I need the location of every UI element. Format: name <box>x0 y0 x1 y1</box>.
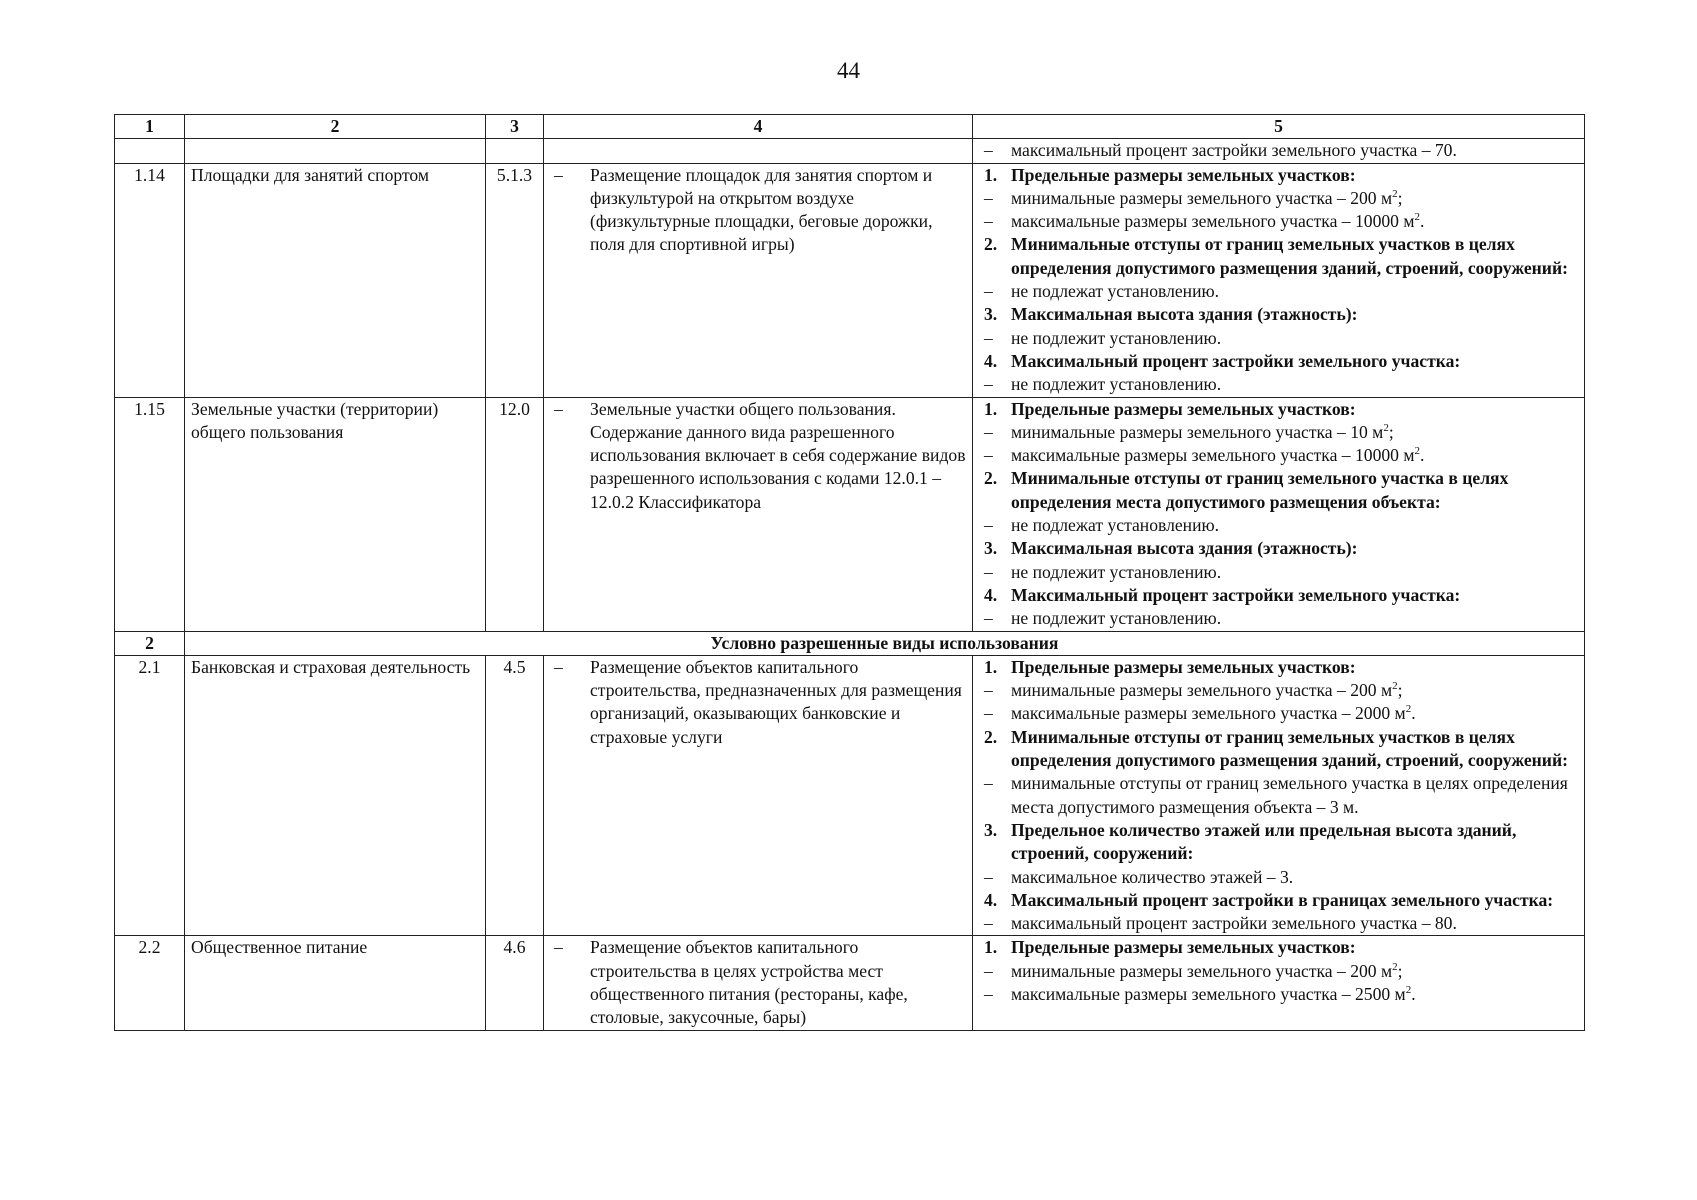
param-marker: – <box>984 515 993 536</box>
param-marker: – <box>984 561 993 582</box>
cell-description <box>544 397 973 631</box>
cell-code: 4.6 <box>486 936 544 1030</box>
param-marker: 1. <box>984 164 998 185</box>
param-text: не подлежат установлению. <box>1011 515 1220 536</box>
param-marker: – <box>984 140 993 161</box>
param-marker: 2. <box>984 468 998 489</box>
param-line <box>979 772 1578 819</box>
cell-description <box>544 936 973 1030</box>
param-line <box>979 866 1578 889</box>
description-text: Размещение объектов капитального строительства, предназначенных для размещения организаций, оказывающих банковские и страховые услуги <box>590 656 962 747</box>
table-row <box>115 936 1585 1030</box>
param-text: не подлежит установлению. <box>1011 374 1222 395</box>
continuation-row <box>115 139 1585 163</box>
param-heading <box>979 303 1578 326</box>
param-text: максимальный процент застройки земельного участка – 70. <box>1011 140 1457 161</box>
param-heading <box>979 350 1578 373</box>
param-text: максимальные размеры земельного участка – 2000 м <box>1011 703 1406 724</box>
param-text: минимальные размеры земельного участка – 200 м <box>1011 187 1393 208</box>
param-marker: 2. <box>984 726 998 747</box>
param-text: Предельные размеры земельных участков: <box>1011 937 1356 958</box>
param-heading <box>979 656 1578 679</box>
param-text: Предельное количество этажей или предельная высота зданий, строений, сооружений: <box>1011 819 1517 864</box>
param-line <box>979 983 1578 1006</box>
param-superscript: 2 <box>1392 960 1398 973</box>
section-row <box>115 631 1585 655</box>
param-text: не подлежит установлению. <box>1011 327 1222 348</box>
param-text: Максимальный процент застройки в границах земельного участка: <box>1011 889 1554 910</box>
param-heading <box>979 398 1578 421</box>
param-marker: 2. <box>984 234 998 255</box>
param-superscript: 2 <box>1405 703 1412 716</box>
param-line <box>979 280 1578 303</box>
param-text: Минимальные отступы от границ земельного участка в целях определения места допустимого размещения объекта: <box>1011 468 1509 512</box>
param-text: Максимальный процент застройки земельного участка: <box>1011 350 1461 371</box>
table-body <box>115 115 1585 1031</box>
param-text: не подлежит установлению. <box>1011 561 1222 582</box>
param-marker: – <box>984 773 993 794</box>
param-marker: – <box>984 281 993 302</box>
param-marker: 4. <box>984 584 998 605</box>
cell-num: 2.1 <box>115 655 185 936</box>
cell-num: 1.14 <box>115 163 185 397</box>
description-marker: – <box>554 398 563 419</box>
description-text: Земельные участки общего пользования. Содержание данного вида разрешенного использования включает в себя содержание видов разрешенного использования с кодами 12.0.1 – 12.0.2 Классификатора <box>590 398 966 512</box>
param-line <box>979 444 1578 467</box>
cell-description <box>544 139 973 163</box>
param-text: максимальный процент застройки земельного участка – 80. <box>1011 913 1457 934</box>
param-marker: – <box>984 866 993 887</box>
param-line <box>979 327 1578 350</box>
cell-code: 5.1.3 <box>486 163 544 397</box>
description-marker: – <box>554 164 563 185</box>
param-text: не подлежит установлению. <box>1011 608 1222 629</box>
page-number: 44 <box>837 58 860 83</box>
param-superscript: 2 <box>1392 187 1398 200</box>
param-text: Предельные размеры земельных участков: <box>1011 164 1356 185</box>
param-marker: 3. <box>984 819 998 840</box>
param-marker: 3. <box>984 538 998 559</box>
param-tail: ; <box>1397 187 1403 208</box>
param-text: минимальные отступы от границ земельного участка в целях определения места допустимого размещения объекта – 3 м. <box>1011 773 1568 817</box>
param-line <box>979 607 1578 630</box>
param-line <box>979 514 1578 537</box>
param-heading <box>979 467 1578 514</box>
table-row <box>115 655 1585 936</box>
param-marker: – <box>984 445 993 466</box>
cell-name: Земельные участки (территории) общего пользования <box>185 397 486 631</box>
param-text: Предельные размеры земельных участков: <box>1011 656 1356 677</box>
cell-params <box>973 936 1585 1030</box>
table-row <box>115 163 1585 397</box>
param-marker: – <box>984 211 993 232</box>
description-marker: – <box>554 937 563 958</box>
param-marker: – <box>984 960 993 981</box>
param-text: максимальные размеры земельного участка – 2500 м <box>1011 983 1406 1004</box>
param-tail: . <box>1411 703 1416 724</box>
param-line <box>979 187 1578 210</box>
param-heading <box>979 936 1578 959</box>
param-tail: ; <box>1397 960 1403 981</box>
description-marker: – <box>554 656 563 677</box>
cell-name: Банковская и страховая деятельность <box>185 655 486 936</box>
param-line <box>979 561 1578 584</box>
param-superscript: 2 <box>1414 211 1420 224</box>
cell-params <box>973 397 1585 631</box>
param-superscript: 2 <box>1383 421 1389 434</box>
param-heading <box>979 819 1578 866</box>
cell-name <box>185 139 486 163</box>
param-line <box>979 912 1578 935</box>
cell-code: 4.5 <box>486 655 544 936</box>
table-row <box>115 397 1585 631</box>
param-marker: – <box>984 374 993 395</box>
param-tail: ; <box>1388 421 1394 442</box>
param-line <box>979 702 1578 725</box>
param-text: не подлежат установлению. <box>1011 281 1220 302</box>
param-superscript: 2 <box>1414 445 1420 458</box>
param-tail: . <box>1411 983 1416 1004</box>
header-col-3: 3 <box>486 115 544 139</box>
param-marker: – <box>984 187 993 208</box>
cell-name: Площадки для занятий спортом <box>185 163 486 397</box>
cell-description <box>544 163 973 397</box>
header-col-1: 1 <box>115 115 185 139</box>
section-title: Условно разрешенные виды использования <box>185 631 1585 655</box>
cell-params <box>973 139 1585 163</box>
param-heading <box>979 726 1578 773</box>
cell-params <box>973 655 1585 936</box>
header-col-2: 2 <box>185 115 486 139</box>
param-text: Предельные размеры земельных участков: <box>1011 398 1356 419</box>
param-heading <box>979 233 1578 280</box>
cell-code <box>486 139 544 163</box>
param-line <box>979 421 1578 444</box>
param-marker: 1. <box>984 937 998 958</box>
param-text: Минимальные отступы от границ земельных участков в целях определения допустимого размещения зданий, строений, сооружений: <box>1011 726 1568 771</box>
param-text: максимальные размеры земельного участка – 10000 м <box>1011 211 1415 232</box>
description-block <box>550 164 966 257</box>
param-text: максимальные размеры земельного участка – 10000 м <box>1011 445 1415 466</box>
cell-name: Общественное питание <box>185 936 486 1030</box>
param-superscript: 2 <box>1405 983 1412 996</box>
param-heading <box>979 584 1578 607</box>
header-col-4: 4 <box>544 115 973 139</box>
param-marker: – <box>984 913 993 934</box>
description-block <box>550 656 966 749</box>
param-marker: 4. <box>984 350 998 371</box>
param-text: минимальные размеры земельного участка – 200 м <box>1011 680 1393 701</box>
param-text: Максимальный процент застройки земельного участка: <box>1011 584 1461 605</box>
description-text: Размещение площадок для занятия спортом и физкультурой на открытом воздухе (физкультурные площадки, беговые дорожки, поля для спортивной игры) <box>590 164 933 255</box>
param-marker: 4. <box>984 889 998 910</box>
header-col-5: 5 <box>973 115 1585 139</box>
param-text: минимальные размеры земельного участка – 200 м <box>1011 960 1393 981</box>
param-tail: . <box>1420 211 1425 232</box>
land-use-table <box>114 114 1585 1031</box>
param-marker: 1. <box>984 398 998 419</box>
param-superscript: 2 <box>1392 680 1398 693</box>
param-text: минимальные размеры земельного участка – 10 м <box>1011 421 1384 442</box>
description-block <box>550 398 966 514</box>
section-number: 2 <box>115 631 185 655</box>
param-text: Максимальная высота здания (этажность): <box>1011 304 1358 325</box>
cell-code: 12.0 <box>486 397 544 631</box>
header-row <box>115 115 1585 139</box>
param-marker: 3. <box>984 304 998 325</box>
param-line <box>979 679 1578 702</box>
cell-num: 1.15 <box>115 397 185 631</box>
cell-params <box>973 163 1585 397</box>
param-marker: 1. <box>984 656 998 677</box>
param-line <box>979 960 1578 983</box>
description-block <box>550 936 966 1029</box>
param-tail: ; <box>1397 680 1403 701</box>
param-marker: – <box>984 421 993 442</box>
cell-num <box>115 139 185 163</box>
param-line <box>979 373 1578 396</box>
param-line <box>979 139 1578 162</box>
param-heading <box>979 537 1578 560</box>
param-text: максимальное количество этажей – 3. <box>1011 866 1294 887</box>
param-text: Минимальные отступы от границ земельных участков в целях определения допустимого размещения зданий, строений, сооружений: <box>1011 234 1568 278</box>
param-marker: – <box>984 327 993 348</box>
param-text: Максимальная высота здания (этажность): <box>1011 538 1358 559</box>
param-marker: – <box>984 608 993 629</box>
param-line <box>979 210 1578 233</box>
param-tail: . <box>1420 445 1425 466</box>
param-marker: – <box>984 983 993 1004</box>
param-marker: – <box>984 680 993 701</box>
description-text: Размещение объектов капитального строительства в целях устройства мест общественного питания (рестораны, кафе, столовые, закусочные, бары) <box>590 937 908 1028</box>
param-heading <box>979 889 1578 912</box>
param-heading <box>979 164 1578 187</box>
cell-num: 2.2 <box>115 936 185 1030</box>
param-marker: – <box>984 703 993 724</box>
cell-description <box>544 655 973 936</box>
